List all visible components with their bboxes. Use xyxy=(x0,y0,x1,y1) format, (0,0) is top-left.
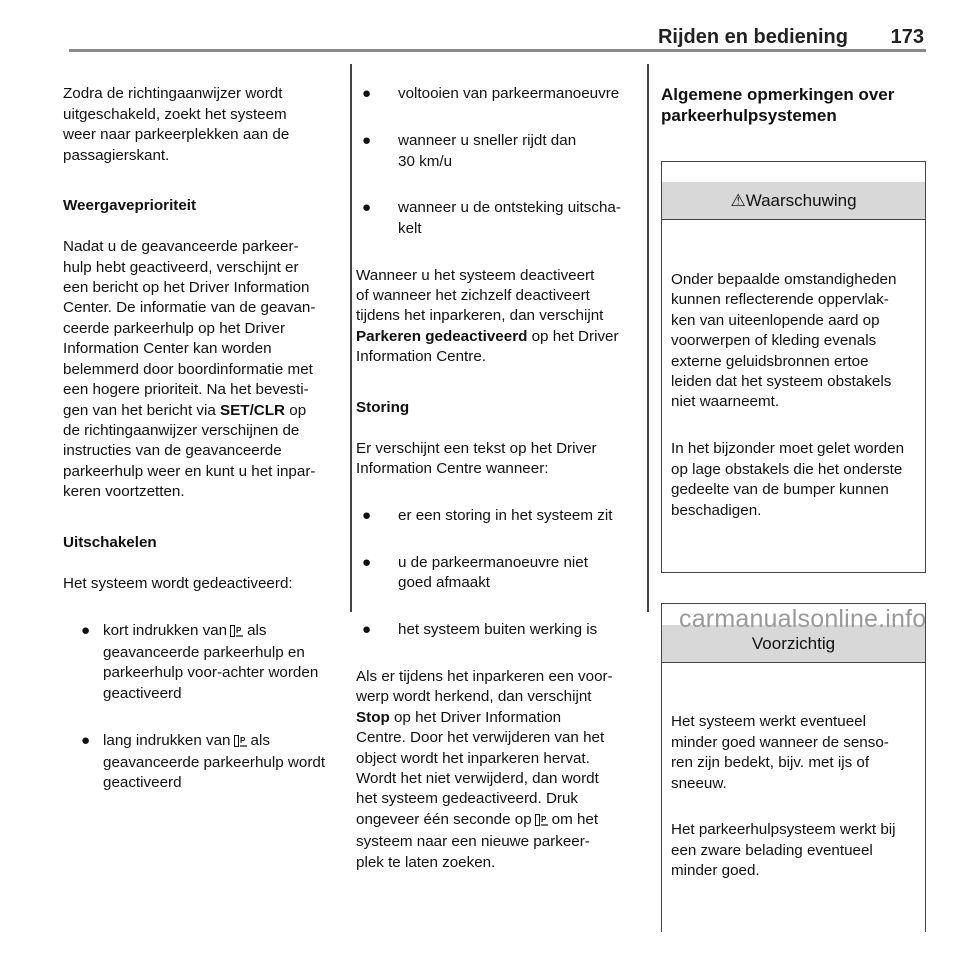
parking-assist-icon xyxy=(234,733,248,753)
bullet-icon: ● xyxy=(81,621,91,639)
watermark: carmanualsonline.info xyxy=(679,605,927,633)
column-1 xyxy=(63,64,348,820)
bullet-icon: ● xyxy=(362,507,372,525)
stop-label: Stop xyxy=(356,708,390,726)
caution-header: Voorzichtig xyxy=(662,625,925,663)
warning-box xyxy=(661,161,926,573)
column-divider xyxy=(647,64,649,612)
text: er een storing in het systeem zit xyxy=(398,507,613,525)
svg-text:P: P xyxy=(236,625,242,635)
text: op de richtingaanwijzer verschijnen de instructies van de geavanceerde parkeerhulp weer en kunt u het inpar- keren voortzetten. xyxy=(63,401,316,501)
bullet-icon: ● xyxy=(362,199,372,217)
text: Wanneer u het systeem deactiveert of wanneer het zichzelf deactiveert tijdens het inparkeren, dan verschijnt xyxy=(356,266,604,325)
text: als geavanceerde parkeerhulp en parkeerhulp voor-achter worden geactiveerd xyxy=(103,621,319,702)
svg-text:P: P xyxy=(540,814,546,824)
text: als geavanceerde parkeerhulp wordt geactiveerd xyxy=(103,731,326,792)
list-item xyxy=(356,506,641,526)
paragraph: Het systeem wordt gedeactiveerd: xyxy=(63,574,293,592)
text: het systeem buiten werking is xyxy=(398,621,598,639)
bullet-icon: ● xyxy=(362,621,372,639)
header-rule xyxy=(69,49,926,52)
list-item xyxy=(356,131,641,172)
caution-box xyxy=(661,603,926,932)
subheading-display-priority: Weergaveprioriteit xyxy=(63,197,197,215)
warning-title: Waarschuwing xyxy=(745,191,857,211)
text: Als er tijdens het inparkeren een voor- werp wordt herkend, dan verschijnt xyxy=(356,667,613,706)
text: op het Driver Information Centre. xyxy=(356,327,619,366)
paragraph: Het systeem werkt eventueel minder goed wanneer de senso- ren zijn bedekt, bijv. met ijs of sneeuw. xyxy=(671,713,889,792)
text: om het systeem naar een nieuwe parkeer- plek te laten zoeken. xyxy=(356,810,599,871)
column-divider xyxy=(350,64,352,612)
text: wanneer u de ontsteking uitscha- kelt xyxy=(398,199,621,237)
bullet-icon: ● xyxy=(81,731,91,749)
page-number: 173 xyxy=(890,26,924,48)
paragraph: Het parkeerhulpsysteem werkt bij een zware belading eventueel minder goed. xyxy=(671,821,896,880)
warning-triangle-icon: ⚠ xyxy=(730,191,746,211)
paragraph xyxy=(356,667,641,873)
subheading-fault: Storing xyxy=(356,399,410,417)
section-title: Rijden en bediening xyxy=(657,26,848,48)
text: voltooien van parkeermanoeuvre xyxy=(398,85,620,103)
text: lang indrukken van xyxy=(103,731,231,749)
list-item xyxy=(63,731,348,794)
parking-assist-icon xyxy=(535,812,549,832)
text: wanneer u sneller rijdt dan 30 km/u xyxy=(398,132,577,170)
bullet-icon: ● xyxy=(362,553,372,571)
paragraph: In het bijzonder moet gelet worden op lage obstakels die het onderste gedeelte van de bumper kunnen beschadigen. xyxy=(671,440,905,519)
text: op het Driver Information Centre. Door het verwijderen van het object wordt het inparkeren hervat. Wordt het niet verwijderd, dan wordt het systeem gedeactiveerd. Druk ongeveer één seconde op xyxy=(356,708,605,828)
text: kort indrukken van xyxy=(103,621,228,639)
list-item xyxy=(356,84,641,104)
paragraph: Onder bepaalde omstandigheden kunnen reflecterende oppervlak- ken van uiteenlopende aard op voorwerpen of kleding evenals externe geluidsbronnen ertoe leiden dat het systeem obstakels niet waarneemt. xyxy=(671,271,897,411)
bullet-icon: ● xyxy=(362,132,372,150)
list-item xyxy=(356,198,641,239)
set-clr-label: SET/CLR xyxy=(220,401,286,419)
bullet-icon: ● xyxy=(362,85,372,103)
list-item xyxy=(356,553,641,594)
paragraph xyxy=(63,237,348,502)
warning-header xyxy=(662,182,925,220)
text: Nadat u de geavanceerde parkeer- hulp hebt geactiveerd, verschijnt er een bericht op het Driver Information Center. De informatie van de geavan- ceerde parkeerhulp op het Driver Information Center kan worden belemmerd door boordinformatie met een hogere prioriteit. Na het bevesti- gen van het bericht via xyxy=(63,238,316,419)
column-2 xyxy=(356,64,641,903)
section-heading: Algemene opmerkingen over parkeerhulpsystemen xyxy=(661,85,895,126)
list-item xyxy=(63,621,348,705)
paragraph: Er verschijnt een tekst op het Driver Information Centre wanneer: xyxy=(356,439,597,478)
svg-text:P: P xyxy=(239,735,245,745)
text: u de parkeermanoeuvre niet goed afmaakt xyxy=(398,553,588,592)
parking-assist-icon xyxy=(230,623,244,643)
column-3 xyxy=(661,64,926,963)
paragraph xyxy=(356,266,641,368)
paragraph: Zodra de richtingaanwijzer wordt uitgeschakeld, zoekt het systeem weer naar parkeerplekken aan de passagierskant. xyxy=(63,85,290,164)
list-item xyxy=(356,620,641,640)
parking-deactivated-label: Parkeren gedeactiveerd xyxy=(356,327,528,345)
subheading-switch-off: Uitschakelen xyxy=(63,533,157,551)
